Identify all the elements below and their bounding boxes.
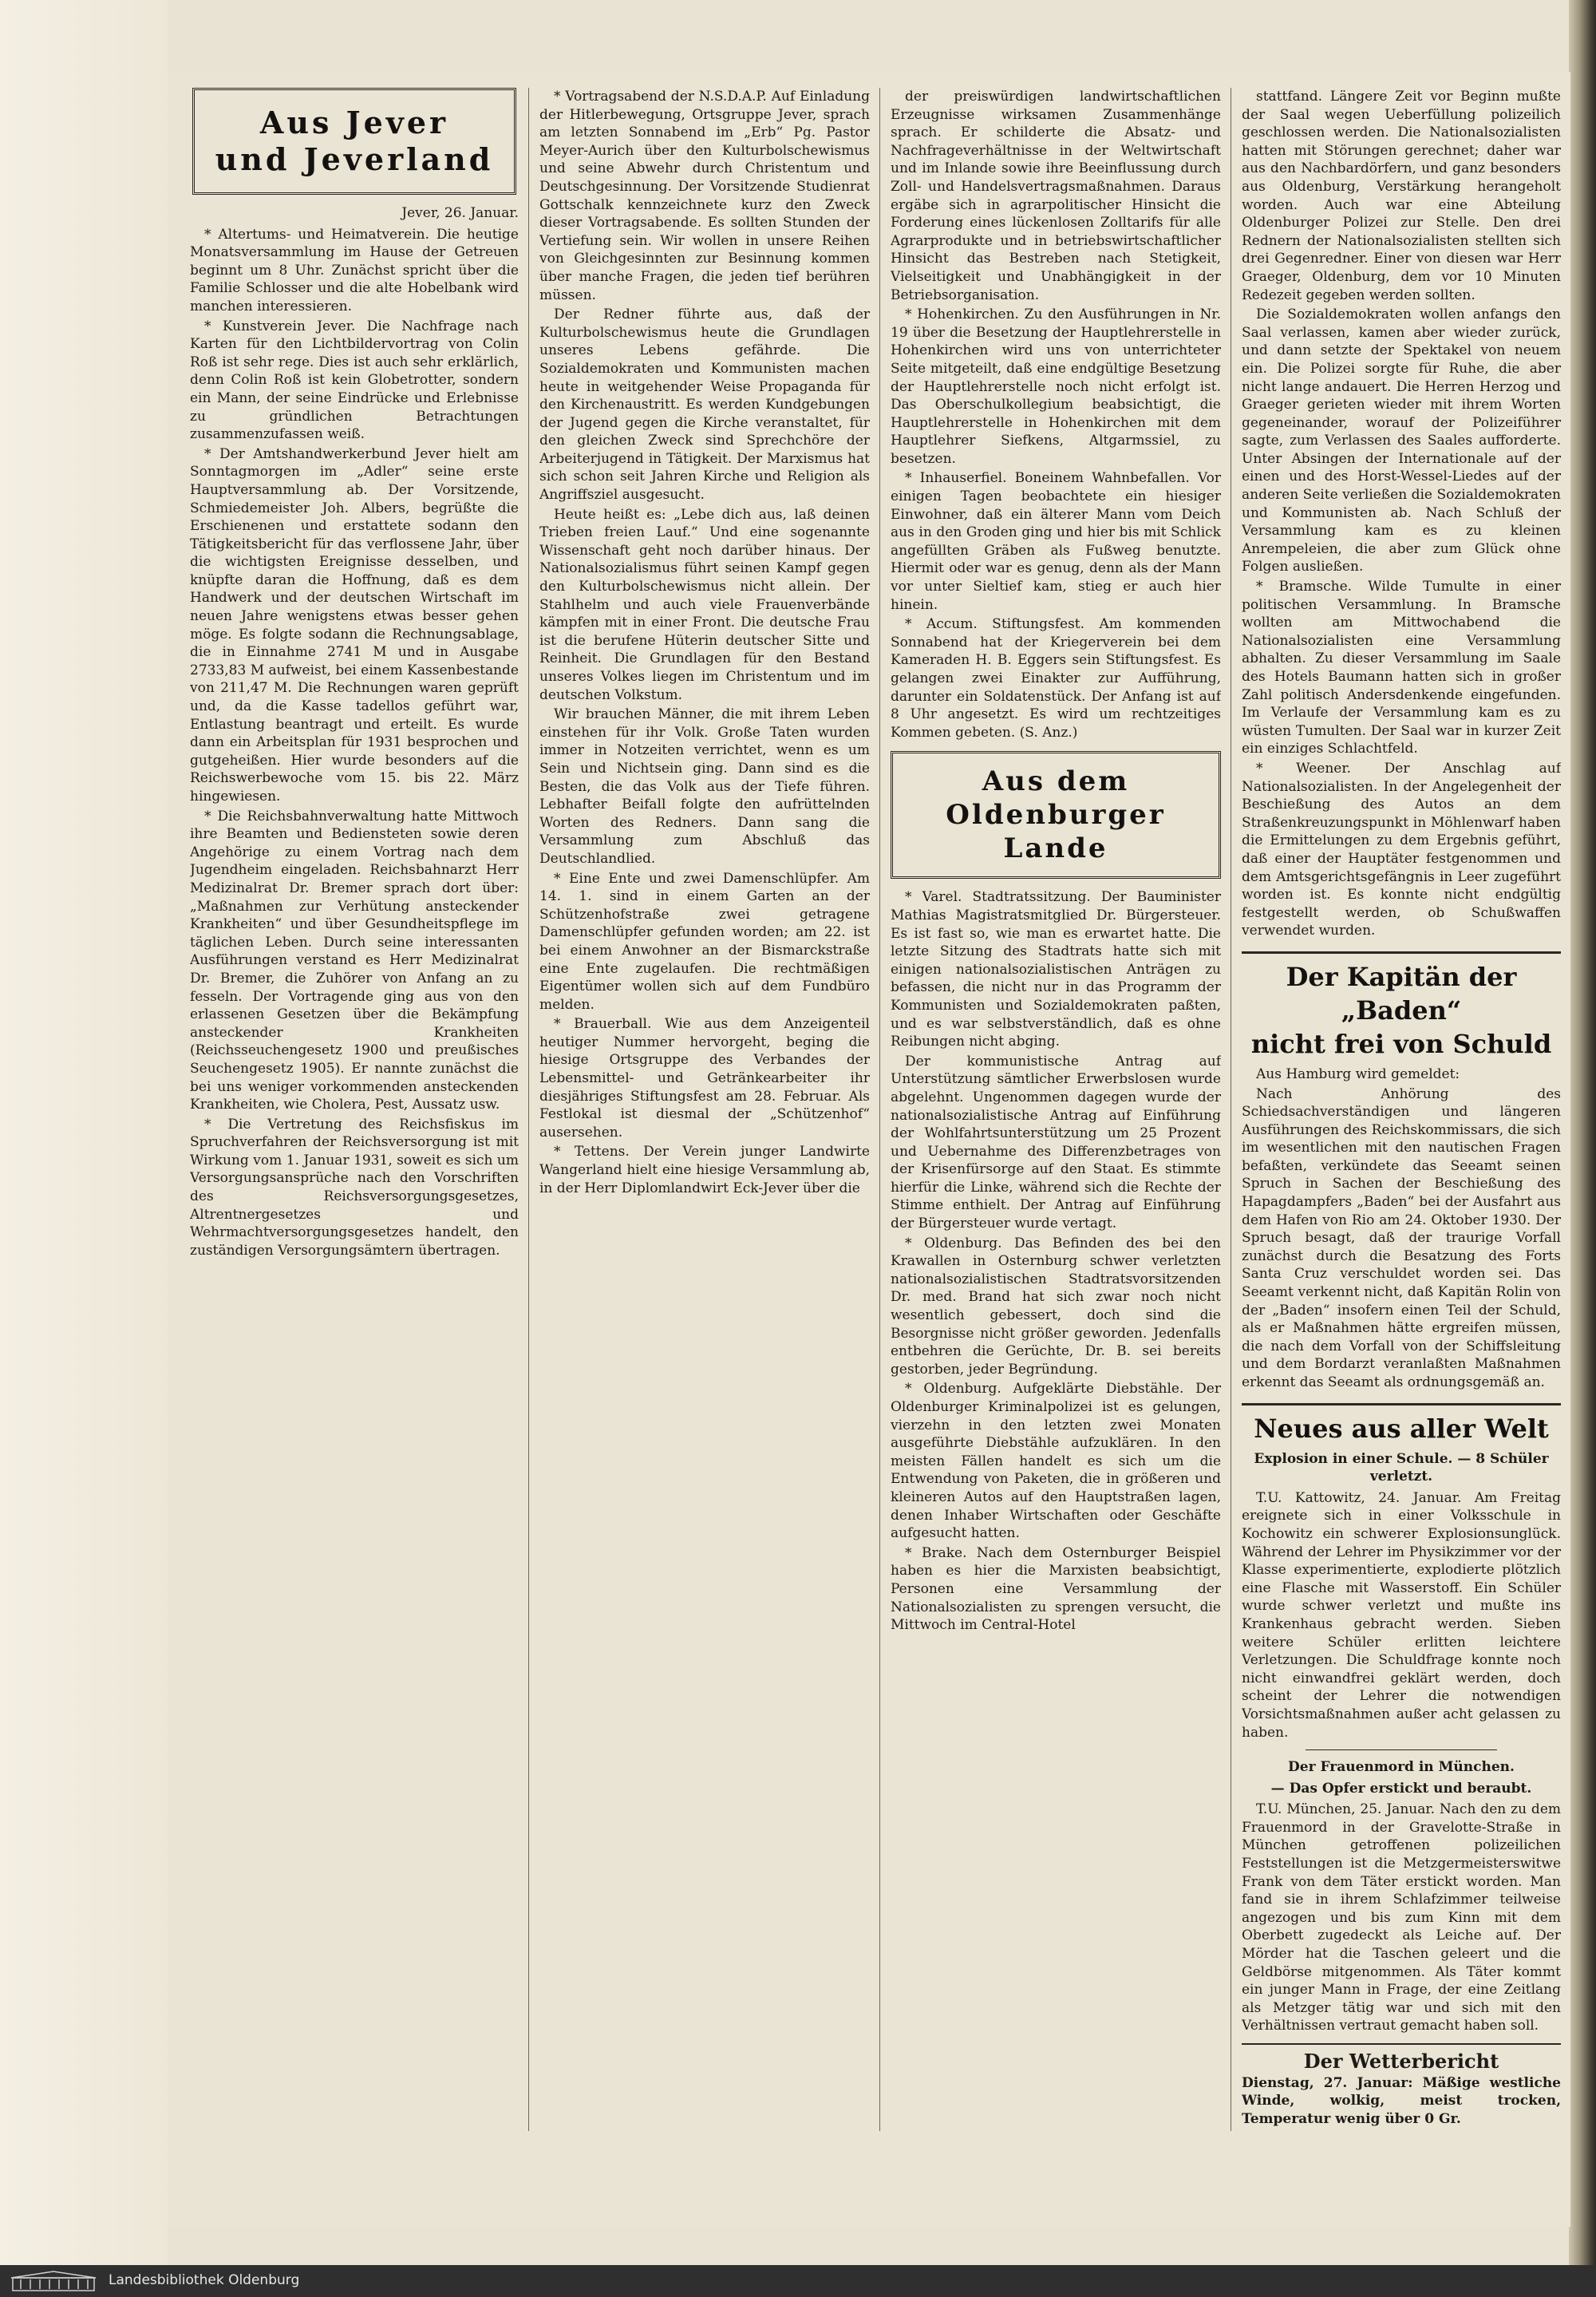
column-4 xyxy=(1242,88,1561,2131)
article-paragraph: * Oldenburg. Aufgeklärte Diebstähle. Der Oldenburger Kriminalpolizei ist es gelungen, vierzehn in den letzten zwei Monaten ausgeführte Diebstähle aufzuklären. In den meisten Fällen handelt es sich um die Entwendung von Paketen, die in größeren und kleineren Autos auf den Hauptstraßen lagen, denen Inhaber Wirtschaften oder Geschäfte aufgesucht hatten. xyxy=(891,1381,1221,1542)
article-baden xyxy=(1242,1065,1561,1392)
column-1-articles xyxy=(190,226,519,1260)
subhead-munich-2: — Das Opfer erstickt und beraubt. xyxy=(1270,1780,1532,1797)
column-3-articles-bottom xyxy=(891,888,1221,1634)
article-munich xyxy=(1242,1801,1561,2035)
headline-world xyxy=(1242,1403,1561,1445)
article-paragraph: * Oldenburg. Das Befinden des bei den Krawallen in Osternburg schwer verletzten nationalsozialistischen Stadtratsvorsitzenden Dr. med. Brand hat sich zwar noch nicht wesentlich gebessert, doch sind die Besorgnisse nicht größer geworden. Jedenfalls entbehren die Gerüchte, Dr. B. sei bereits gestorben, jeder Begründung. xyxy=(891,1235,1221,1378)
article-paragraph: * Hohenkirchen. Zu den Ausführungen in Nr. 19 über die Besetzung der Hauptlehrerstelle in Hohenkirchen wird uns von unterrichteter Seite mitgeteilt, daß eine endgültige Besetzung der Hauptlehrerstelle noch nicht erfolgt ist. Das Oberschulkollegium beabsichtigt, die Hauptlehrerstelle in Hohenkirchen mit dem Hauptlehrer Siefkens, Altgarmssiel, zu besetzen. xyxy=(891,306,1221,467)
newspaper-sheet xyxy=(168,72,1570,2227)
article-paragraph: * Die Vertretung des Reichsfiskus im Spruchverfahren der Reichsversorgung ist mit Wirkung vom 1. Januar 1931, soweit es sich um Versorgungsansprüche nach den Vorschriften des Reichsversorgungsgesetzes, Altrentnergesetzes und Wehrmachtversorgungsgesetzes handelt, den zuständigen Versorgungsämtern übertragen. xyxy=(190,1116,519,1259)
article-paragraph: * Der Amtshandwerkerbund Jever hielt am Sonntagmorgen im „Adler“ seine erste Hauptversammlung ab. Der Vorsitzende, Schmiedemeister Joh. Albers, begrüßte die Erschienenen und erstattete sodann den Tätigkeitsbericht für das verflossene Jahr, über die wichtigsten Ereignisse desselben, und knüpfte daran die Hoffnung, daß es dem Handwerk und der deutschen Wirtschaft im neuen Jahre wenigstens etwas besser gehen möge. Es folgte sodann die Rechnungsablage, die in Einnahme 2741 M und in Ausgabe 2733,83 M aufweist, bei einem Kassenbestande von 211,47 M. Die Rechnungen waren geprüft und, da die Kasse tadellos geführt war, Entlastung beantragt und erteilt. Es wurde dann ein Arbeitsplan für 1931 besprochen und gutgeheißen. Hier wurde besonders auf die Reichswerbewoche vom 15. bis 22. März hingewiesen. xyxy=(190,445,519,805)
article-paragraph: der preiswürdigen landwirtschaftlichen Erzeugnisse wirksamen Zusammenhänge sprach. Er schilderte die Absatz- und Nachfrageverhältnisse in der Weltwirtschaft und im Inlande sowie ihre Beeinflussung durch Zoll- und Handelsvertragsmaßnahmen. Daraus ergäbe sich in agrarpolitischer Hinsicht die Forderung eines lückenlosen Zolltarifs für alle Agrarprodukte und in betriebswirtschaftlicher Hinsicht das Bestreben nach Stetigkeit, Vielseitigkeit und Unabhängigkeit in der Betriebsorganisation. xyxy=(891,89,1221,303)
article-paragraph: stattfand. Längere Zeit vor Beginn mußte der Saal wegen Ueberfüllung polizeilich geschlossen werden. Die Nationalsozialisten hatten mit Störungen gerechnet; daher war aus den Nachbardörfern, und ganz besonders aus Oldenburg, Verstärkung herangeholt worden. Auch war eine Abteilung Oldenburger Polizei zur Stelle. Den drei Rednern der Nationalsozialisten stellten sich drei Gegenredner. Einer von diesen war Herr Graeger, Oldenburg, dem vor 10 Minuten Redezeit gegeben werden sollten. xyxy=(1242,89,1561,303)
column-2-articles xyxy=(539,88,870,1197)
weather-report: Dienstag, 27. Januar: Mäßige westliche Winde, wolkig, meist trocken, Temperatur wenig über 0 Gr. xyxy=(1242,2074,1561,2127)
masthead-line-2: und Jeverland xyxy=(215,141,494,177)
headline-baden-line-1: Der Kapitän der „Baden“ xyxy=(1286,961,1517,1026)
article-paragraph: * Brake. Nach dem Osternburger Beispiel haben es hier die Marxisten beabsichtigt, Personen eine Versammlung der Nationalsozialisten zu sprengen versucht, die Mittwoch im Central-Hotel xyxy=(891,1544,1221,1634)
article-paragraph: * Kunstverein Jever. Die Nachfrage nach Karten für den Lichtbildervortrag von Colin Roß ist sehr rege. Dies ist auch sehr erklärlich, denn Colin Roß ist kein Globetrotter, sondern ein Mann, der seine Eindrücke und Erlebnisse zu gründlichen Betrachtungen zusammenzufassen weiß. xyxy=(190,318,519,443)
article-paragraph: Der kommunistische Antrag auf Unterstützung sämtlicher Erwerbslosen wurde abgelehnt. Ungenommen dagegen wurde der nationalsozialistische Antrag auf Einführung der Wohlfahrtsunterstützung um 25 Prozent und Uebernahme des Differenzbetrages von der Krisenfürsorge auf den Staat. Es stimmte hierfür die Linke, während sich die Rechte der Stimme enthielt. Der Antrag auf Einführung der Bürgersteuer wurde vertagt. xyxy=(891,1053,1221,1232)
headline-world-line: Neues aus aller Welt xyxy=(1254,1413,1549,1444)
headline-weather: Der Wetterbericht xyxy=(1303,2050,1499,2073)
column-3 xyxy=(891,88,1221,2131)
masthead-line-1: Aus Jever xyxy=(259,105,449,140)
article-paragraph: Heute heißt es: „Lebe dich aus, laß deinen Trieben freien Lauf.“ Und eine sogenannte Wissenschaft geht noch darüber hinaus. Der Nationalsozialismus führt seinen Kampf gegen den Kulturbolschewismus nicht allein. Der Stahlhelm und auch viele Frauenverbände kämpfen mit in einer Front. Die deutsche Frau ist die berufene Hüterin deutscher Sitte und Reinheit. Die Grundlagen für den Bestand unseres Volkes liegen im Christentum und im deutschen Volkstum. xyxy=(539,506,870,703)
subhead-munich: Der Frauenmord in München. xyxy=(1288,1759,1515,1776)
subhead-explosion: Explosion in einer Schule. — 8 Schüler verletzt. xyxy=(1254,1450,1549,1485)
section-head-oldenburg xyxy=(891,751,1221,879)
divider xyxy=(1242,2043,1561,2045)
section-masthead-jever xyxy=(192,88,516,195)
article-explosion xyxy=(1242,1489,1561,1742)
article-paragraph: Aus Hamburg wird gemeldet: xyxy=(1256,1065,1460,1082)
article-paragraph: * Accum. Stiftungsfest. Am kommenden Sonnabend hat der Kriegerverein bei dem Kameraden H. B. Eggers sein Stiftungsfest. Es gelangen zwei Einakter zur Aufführung, darunter ein Soldatenstück. Der Anfang ist auf 8 Uhr angesetzt. Es wird um rechtzeitiges Kommen gebeten. (S. Anz.) xyxy=(891,616,1221,741)
article-paragraph: Nach Anhörung des Schiedsachverständigen und längeren Ausführungen des Reichskommissars, die sich im wesentlichen mit den nautischen Fragen befaßten, verkündete das Seeamt seinen Spruch in Sachen der Beschießung des Hapagdampfers „Baden“ bei der Ausfahrt aus dem Hafen von Rio am 24. Oktober 1930. Der Spruch besagt, daß der traurige Vorfall zunächst durch die Besatzung des Forts Santa Cruz verschuldet worden sei. Das Seeamt verkennt nicht, daß Kapitän Rolin von der „Baden“ insofern einen Teil der Schuld, als er Maßnahmen hätte ergreifen müssen, die nach dem Vorfall von der Schiffsleitung und dem Bordarzt veranlaßten Maßnahmen erkennt das Seeamt als ordnungsgemäß an. xyxy=(1242,1085,1561,1390)
article-paragraph: * Inhauserfiel. Boneinem Wahnbefallen. Vor einigen Tagen beobachtete ein hiesiger Einwohner, daß ein älterer Mann vom Deich aus in den Groden ging und hier bis mit Schlick angefüllten Gräben als Fußweg benutzte. Hiermit oder war es genug, denn als der Mann vor unter Sieltief kam, stieg er auch hier hinein. xyxy=(891,470,1221,613)
headline-baden-line-2: nicht frei von Schuld xyxy=(1250,1028,1552,1059)
footer-library-label: Landesbibliothek Oldenburg xyxy=(109,2272,300,2288)
article-paragraph: Die Sozialdemokraten wollen anfangs den Saal verlassen, kamen aber wieder zurück, und dann setzte der Spektakel von neuem ein. Die Polizei sorgte für Ruhe, die aber nicht lange andauert. Die Herren Herzog und Graeger gerieten wieder mit ihrem Worten gegeneinander, worauf der Polizeiführer sagte, zum Verlassen des Saales aufforderte. Unter Absingen der Internationale auf der einen und des Horst-Wessel-Liedes auf der anderen Seite verließen die Sozialdemokraten und Kommunisten ab. Nach Schluß der Versammlung kam es zu kleinen Anrempeleien, die aber zum Glück ohne Folgen ausließen. xyxy=(1242,306,1561,575)
boxhead-line-2: Lande xyxy=(1003,832,1108,865)
column-rule xyxy=(528,88,529,2131)
article-paragraph: * Brauerball. Wie aus dem Anzeigenteil heutiger Nummer hervorgeht, beging die hiesige Ortsgruppe des Verbandes der Lebensmittel- und Getränkearbeiter ihr diesjähriges Stiftungsfest am 28. Februar. Als Festlokal ist diesmal der „Schützenhof“ ausersehen. xyxy=(539,1016,870,1141)
column-rule xyxy=(879,88,880,2131)
article-paragraph: Wir brauchen Männer, die mit ihrem Leben einstehen für ihr Volk. Große Taten wurden immer in Notzeiten verrichtet, wenn es um Sein und Nichtsein ging. Dann sind es die Besten, die das Volk aus der Tiefe führen. Lebhafter Beifall folgte den aufrüttelnden Worten des Redners. Dann sang die Versammlung zum Abschluß das Deutschlandlied. xyxy=(539,706,870,867)
article-paragraph: * Altertums- und Heimatverein. Die heutige Monatsversammlung im Hause der Getreuen beginnt um 8 Uhr. Zunächst spricht über die Familie Schlosser und die alte Hobelbank wird manchen interessieren. xyxy=(190,226,519,314)
article-paragraph: * Tettens. Der Verein junger Landwirte Wangerland hielt eine hiesige Versammlung ab, in der Herr Diplomlandwirt Eck-Jever über die xyxy=(539,1144,870,1196)
book-spine xyxy=(1569,0,1596,2297)
article-paragraph: T.U. Kattowitz, 24. Januar. Am Freitag ereignete sich in einer Volksschule in Kochowitz ein schwerer Explosionsunglück. Während der Lehrer im Physikzimmer vor der Klasse experimentierte, explodierte plötzlich eine Flasche mit Wasserstoff. Ein Schüler wurde schwer verletzt und mußte ins Krankenhaus gebracht werden. Sieben weitere Schüler erlitten leichtere Verletzungen. Die Schuldfrage konnte noch nicht einwandfrei geklärt werden, doch scheint der Lehrer die notwendigen Vorsichtsmaßnahmen außer acht gelassen zu haben. xyxy=(1242,1489,1561,1741)
headline-baden xyxy=(1242,951,1561,1061)
article-paragraph: * Bramsche. Wilde Tumulte in einer politischen Versammlung. In Bramsche wollten am Mittwochabend die Nationalsozialisten eine Versammlung abhalten. Zu dieser Versammlung im Saale des Hotels Baumann hatten sich in großer Zahl politisch Andersdenkende eingefunden. Im Verlaufe der Versammlung kam es zu wüsten Tumulten. Der Saal war in kurzer Zeit ein einziges Schlachtfeld. xyxy=(1242,579,1561,757)
article-paragraph: Der Redner führte aus, daß der Kulturbolschewismus heute die Grundlagen unseres Lebens gefährde. Die Sozialdemokraten und Kommunisten machen heute in weitgehender Weise Propaganda für den Kirchenaustritt. Es werden Kundgebungen der Jugend gegen die Kirche veranstaltet, für den gleichen Zweck sind Sprechchöre der Arbeiterjugend in Tätigkeit. Der Marxismus hat sich schon seit Jahren Kirche und Religion als Angriffsziel ausgesucht. xyxy=(539,306,870,504)
column-1 xyxy=(190,88,519,2131)
viewer-footer xyxy=(0,2265,1596,2297)
dateline: Jever, 26. Januar. xyxy=(401,205,519,221)
article-paragraph: T.U. München, 25. Januar. Nach den zu dem Frauenmord in der Gravelotte-Straße in München getroffenen polizeilichen Feststellungen ist die Metzgermeisterswitwe Frank von dem Täter erstickt worden. Man fand sie in ihrem Schlafzimmer teilweise angezogen und bis zum Kinn mit dem Oberbett zugedeckt als Leiche auf. Der Mörder hat die Taschen geleert und die Geldbörse mitgenommen. Als Täter kommt ein junger Mann in Frage, der eine Zeitlang als Metzger tätig war und sich mit den Verhältnissen vertraut gemacht haben soll. xyxy=(1242,1801,1561,2034)
divider xyxy=(1306,1749,1497,1750)
column-4-articles-top xyxy=(1242,88,1561,940)
boxhead-line-1: Aus dem Oldenburger xyxy=(946,765,1166,832)
article-paragraph: * Eine Ente und zwei Damenschlüpfer. Am 14. 1. sind in einem Garten an der Schützenhofstraße zwei getragene Damenschlüpfer gefunden worden; am 22. ist bei einem Anwohner an der Bismarckstraße eine Ente zugelaufen. Die rechtmäßigen Eigentümer wollen sich auf dem Fundbüro melden. xyxy=(539,870,870,1013)
library-building-icon xyxy=(10,2270,97,2292)
column-2 xyxy=(539,88,870,2131)
article-paragraph: * Die Reichsbahnverwaltung hatte Mittwoch ihre Beamten und Bediensteten sowie deren Angehörige zu einem Vortrag nach dem Jugendheim eingeladen. Reichsbahnarzt Herr Medizinalrat Dr. Bremer sprach dort über: „Maßnahmen zur Verhütung ansteckender Krankheiten“ und über Gesundheitspflege im täglichen Leben. Durch seine interessanten Ausführungen verstand es Herr Medizinalrat Dr. Bremer, die Zuhörer von Anfang an zu fesseln. Der Vortragende ging aus von den erlassenen Gesetzen über die Bekämpfung ansteckender Krankheiten (Reichsseuchengesetz 1900 und preußisches Seuchengesetz 1905). Er nannte zunächst die bei uns weniger vorkommenden ansteckenden Krankheiten, wie Cholera, Pest, Aussatz usw. xyxy=(190,808,519,1113)
column-3-articles-top xyxy=(891,88,1221,741)
left-margin xyxy=(0,0,168,2297)
article-paragraph: * Weener. Der Anschlag auf Nationalsozialisten. In der Angelegenheit der Beschießung des Autos an dem Straßenkreuzungspunkt in Möhlenwarf haben die Ermittelungen zu dem Ergebnis geführt, daß einer der Hauptäter festgenommen und dem Amtsgerichtsgefängnis in Leer zugeführt worden ist. Es konnte nicht endgültig festgestellt werden, ob Schußwaffen verwendet wurden. xyxy=(1242,760,1561,939)
article-paragraph: * Vortragsabend der N.S.D.A.P. Auf Einladung der Hitlerbewegung, Ortsgruppe Jever, sprach am letzten Sonnabend im „Erb“ Pg. Pastor Meyer-Aurich über den Kulturbolschewismus und seine Abwehr durch Christentum und Deutschgesinnung. Der Vorsitzende Studienrat Gottschalk kennzeichnete kurz den Zweck dieser Vortragsabende. Es sollten Stunden der Vertiefung sein. Wir wollen in unsere Reihen von Gleichgesinnten zur Besinnung kommen über manche Fragen, die jeden tief berühren müssen. xyxy=(539,89,870,303)
article-paragraph: * Varel. Stadtratssitzung. Der Bauminister Mathias Magistratsmitglied Dr. Bürgersteuer. Es ist fast so, wie man es erwartet hatte. Die letzte Sitzung des Stadtrats hatte sich mit einigen nationalsozialistischen Anträgen zu befassen, die nicht nur in das Programm der Kommunisten und Sozialdemokraten paßten, und es war selbstverständlich, daß es ohne Reibungen nicht abging. xyxy=(891,889,1221,1050)
